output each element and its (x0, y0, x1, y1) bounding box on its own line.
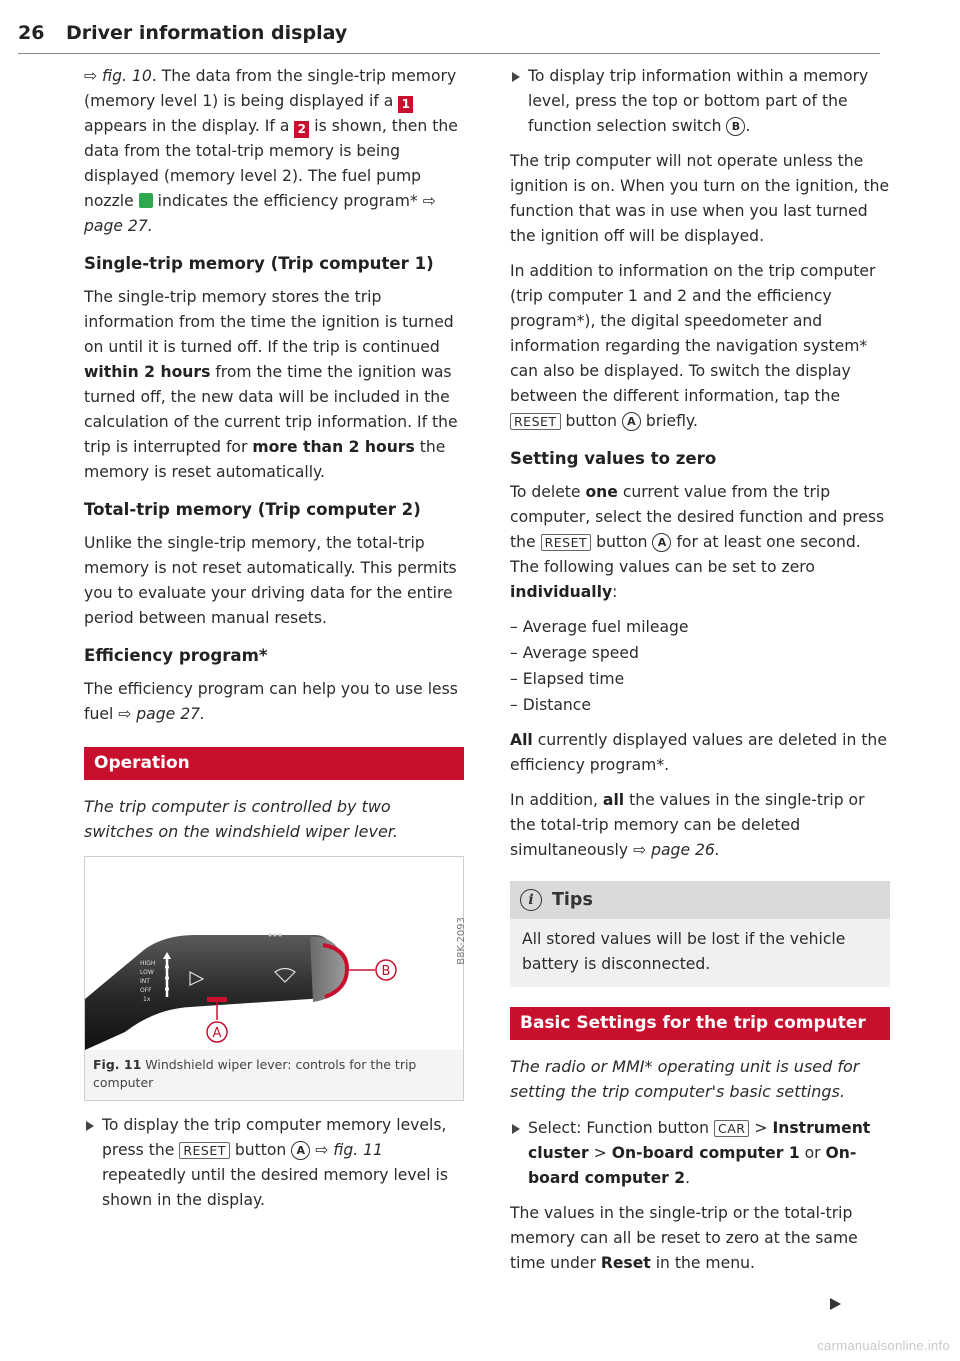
tips-body: All stored values will be lost if the vehicle battery is disconnected. (522, 930, 846, 973)
paragraph-setting-zero: To delete one current value from the trip computer, select the desired function and press the RESET button A for at least one second. The following values can be set to zero individually: (510, 483, 885, 601)
page-number: 26 (18, 22, 45, 44)
button-b-marker: B (726, 117, 745, 136)
reset-key-label: RESET (541, 534, 592, 551)
step-display-trip-info: To display trip information within a memory level, press the top or bottom part of the function selection switch B . (510, 64, 890, 139)
list-item: – Distance (510, 696, 591, 714)
intro-basic-settings: The radio or MMI* operating unit is used for setting the trip computer's basic settings. (510, 1057, 860, 1101)
paragraph-single-trip: The single-trip memory stores the trip information from the time the ignition is turned on until it is turned off. If the trip is continued within 2 hours from the time the ignition was turned off, the new data will be included in the calculation of the current trip information. If the trip is interrupted for more than 2 hours the memory is reset automatically. (84, 288, 458, 481)
reset-key-label: RESET (179, 1142, 230, 1159)
paragraph-reset-menu: The values in the single-trip or the total-trip memory can all be reset to zero at the same time under Reset in the menu. (510, 1204, 858, 1272)
callout-b-label: B (381, 964, 391, 979)
memory-level-2-icon: 2 (294, 121, 309, 138)
heading-setting-zero: Setting values to zero (510, 449, 717, 468)
list-item: – Average fuel mileage (510, 618, 689, 636)
heading-single-trip: Single-trip memory (Trip computer 1) (84, 254, 434, 273)
section-band-basic-settings: Basic Settings for the trip computer (510, 1007, 890, 1040)
lever-mark-1x: 1x (143, 996, 151, 1003)
page-reference-link[interactable]: ⇨ page 27. (84, 192, 436, 235)
reset-button-shape (207, 997, 227, 1002)
resettable-values-list (510, 615, 890, 718)
heading-total-trip: Total-trip memory (Trip computer 2) (84, 500, 421, 519)
button-a-marker: A (652, 533, 671, 552)
paragraph-total-trip: Unlike the single-trip memory, the total-trip memory is not reset automatically. This permits you to evaluate your driving data for the entire period between manual resets. (84, 534, 457, 627)
paragraph-efficiency: The efficiency program can help you to use less fuel ⇨ page 27. (84, 680, 458, 723)
section-title: Driver information display (66, 22, 348, 44)
button-a-marker: A (622, 412, 641, 431)
lever-mark-int: INT (140, 978, 150, 985)
intro-operation: The trip computer is controlled by two switches on the windshield wiper lever. (84, 797, 398, 841)
step-select-function: Select: Function button CAR > Instrument cluster > On-board computer 1 or On-board computer 2. (510, 1116, 890, 1191)
lever-body (85, 935, 335, 1050)
continue-arrow-icon (830, 1298, 841, 1310)
wiper-lever-drawing (85, 857, 463, 1050)
watermark: carmanualsonline.info (817, 1338, 950, 1353)
tips-title: Tips (552, 890, 593, 910)
list-item: – Average speed (510, 644, 639, 662)
paragraph-delete-both: In addition, all the values in the single-trip or the total-trip memory can be deleted simultaneously ⇨ page 26. (510, 791, 865, 859)
section-band-operation: Operation (84, 747, 464, 780)
right-column (510, 64, 890, 1286)
wiper-lever-illustration (85, 857, 467, 1050)
lever-mark-off: OFF (140, 987, 152, 994)
callout-a-label: A (212, 1026, 222, 1041)
page-header (18, 22, 880, 56)
heading-efficiency: Efficiency program* (84, 646, 268, 665)
car-key-label: CAR (714, 1120, 749, 1137)
page-reference-link[interactable]: ⇨ page 26. (633, 841, 720, 859)
figure-code: B8K-2093 (456, 917, 467, 965)
memory-level-1-icon: 1 (398, 96, 413, 113)
tips-header (510, 881, 890, 919)
info-icon: i (520, 889, 542, 911)
paragraph-memory-display: ⇨ fig. 10. The data from the single-trip memory (memory level 1) is being displayed if a 1 appears in the display. If a 2 is shown, then the data from the total-trip memory is being displayed (memory level 2). The fuel pump nozzle indicates the efficiency program* ⇨ page 27. (84, 67, 458, 235)
lever-mark-low: LOW (140, 969, 154, 976)
figure-reference-link[interactable]: ⇨ fig. 10 (84, 67, 152, 85)
figure-caption: Fig. 11 Windshield wiper lever: controls for the trip computer (93, 1057, 417, 1090)
button-a-marker: A (291, 1141, 310, 1160)
list-item: – Elapsed time (510, 670, 625, 688)
page-reference-link[interactable]: ⇨ page 27. (118, 705, 205, 723)
tips-box (510, 881, 890, 987)
paragraph-additional-info: In addition to information on the trip computer (trip computer 1 and 2 and the efficiency program*), the digital speedometer and information regarding the navigation system* can also be displayed. To switch the display between the different information, tap the RESET button A briefly. (510, 262, 876, 430)
paragraph-all-values: All currently displayed values are deleted in the efficiency program*. (510, 731, 887, 774)
lever-mark-high: HIGH (140, 960, 156, 967)
left-column (84, 64, 467, 1223)
figure-wiper-lever (84, 856, 467, 1101)
fuel-pump-icon (139, 193, 153, 208)
paragraph-ignition: The trip computer will not operate unless the ignition is on. When you turn on the ignition, the function that was in use when you last turned the ignition off will be displayed. (510, 152, 890, 245)
reset-key-label: RESET (510, 413, 561, 430)
header-rule (18, 53, 880, 54)
step-display-memory-levels: To display the trip computer memory levels, press the RESET button A ⇨ fig. 11 repeatedly until the desired memory level is shown in the display. (84, 1113, 464, 1213)
figure-reference-link[interactable]: ⇨ fig. 11 (315, 1141, 383, 1159)
